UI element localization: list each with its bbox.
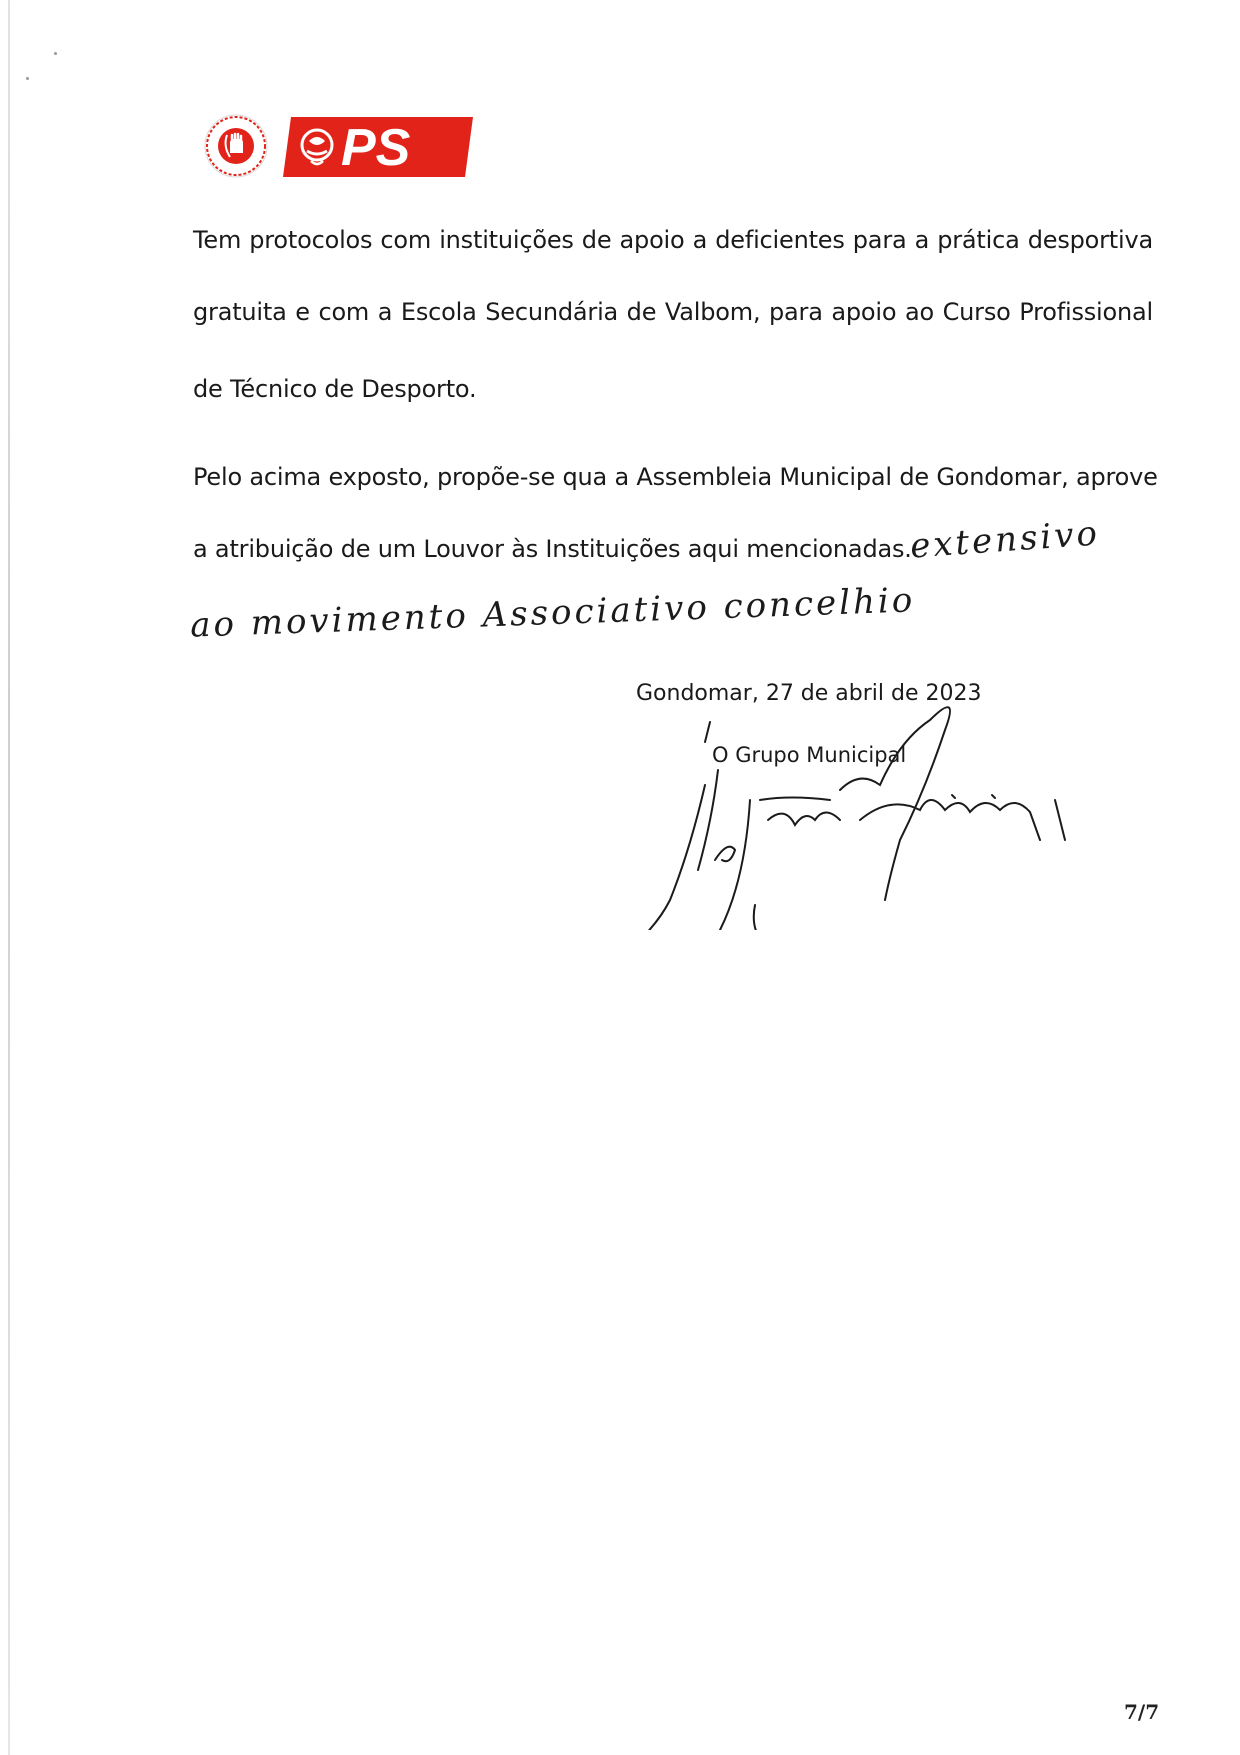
paragraph-2-line-1: Pelo acima exposto, propõe-se qua a Assembleia Municipal de Gondomar, aprove xyxy=(193,463,1158,491)
page-number: 7/7 xyxy=(1124,1700,1160,1724)
party-seal-logo xyxy=(203,113,269,179)
paragraph-1-line-3: de Técnico de Desporto. xyxy=(193,375,477,403)
scan-speck xyxy=(26,77,29,80)
scan-edge xyxy=(8,0,10,1755)
handwritten-signature xyxy=(600,700,1100,930)
ps-logo-text: PS xyxy=(341,119,411,177)
place-and-date: Gondomar, 27 de abril de 2023 xyxy=(636,681,982,706)
scan-speck xyxy=(54,52,57,55)
paragraph-1-line-1: Tem protocolos com instituições de apoio a deficientes para a prática desportiva xyxy=(193,226,1153,254)
ps-logo xyxy=(283,117,473,177)
handwritten-addition-line-1: extensivo xyxy=(908,513,1102,567)
signatory-label: O Grupo Municipal xyxy=(712,743,907,767)
paragraph-2-line-2: a atribuição de um Louvor às Instituições aqui mencionadas. xyxy=(193,535,912,563)
party-logos xyxy=(203,113,473,183)
handwritten-addition-line-2: ao movimento Associativo concelhio xyxy=(189,580,916,646)
paragraph-1-line-2: gratuita e com a Escola Secundária de Valbom, para apoio ao Curso Profissional xyxy=(193,298,1153,326)
